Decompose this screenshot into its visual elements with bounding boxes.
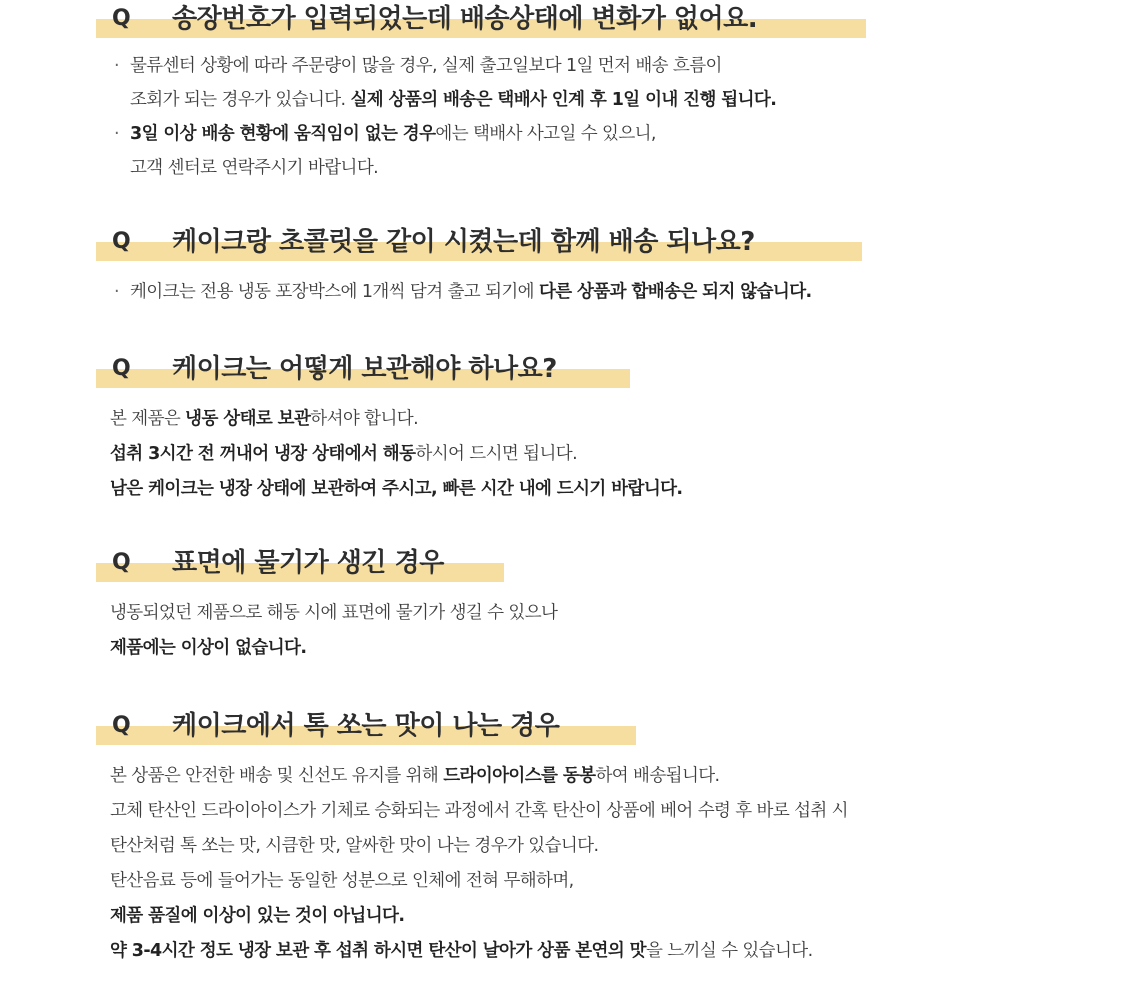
answer-text: 냉동되었던 제품으로 해동 시에 표면에 물기가 생길 수 있으나 xyxy=(110,603,558,623)
answer-emphasis: 남은 케이크는 냉장 상태에 보관하여 주시고, 빠른 시간 내에 드시기 바랍니다. xyxy=(110,479,683,499)
question-title: 송장번호가 입력되었는데 배송상태에 변화가 없어요. xyxy=(172,4,758,34)
answer-text: 에는 택배사 사고일 수 있으니, xyxy=(435,124,656,144)
answer-text: 케이크는 전용 냉동 포장박스에 1개씩 담겨 출고 되기에 xyxy=(130,282,539,302)
answer-text: 본 제품은 xyxy=(110,409,186,429)
q-marker: Q xyxy=(112,6,131,31)
faq-question xyxy=(0,709,1125,747)
answer-emphasis: 3일 이상 배송 현황에 움직임이 없는 경우 xyxy=(130,124,436,144)
question-title: 케이크랑 초콜릿을 같이 시켰는데 함께 배송 되나요? xyxy=(172,227,755,257)
faq-question xyxy=(0,352,1125,390)
question-title: 표면에 물기가 생긴 경우 xyxy=(172,548,444,578)
faq-answer xyxy=(114,49,1125,185)
bullet: · xyxy=(114,282,119,302)
answer-line xyxy=(110,864,1125,899)
answer-emphasis: 냉동 상태로 보관 xyxy=(185,409,311,429)
answer-line xyxy=(110,596,1125,631)
answer-line xyxy=(110,437,1125,472)
faq-question xyxy=(0,2,1125,40)
faq-item-combined-shipping xyxy=(0,225,1125,310)
faq-answer xyxy=(110,596,1125,666)
answer-text: 하시어 드시면 됩니다. xyxy=(415,444,578,464)
answer-text: 고체 탄산인 드라이아이스가 기체로 승화되는 과정에서 간혹 탄산이 상품에 베어 수령 후 바로 섭취 시 xyxy=(110,801,848,821)
question-title: 케이크는 어떻게 보관해야 하나요? xyxy=(172,354,557,384)
faq-item-shipping-status xyxy=(0,2,1125,185)
q-marker: Q xyxy=(112,550,131,575)
faq-question xyxy=(0,546,1125,584)
question-title: 케이크에서 톡 쏘는 맛이 나는 경우 xyxy=(172,711,560,741)
answer-line xyxy=(110,829,1125,864)
answer-emphasis: 실제 상품의 배송은 택배사 인계 후 1일 이내 진행 됩니다. xyxy=(350,90,777,110)
bullet: · xyxy=(114,56,119,76)
faq-question xyxy=(0,225,1125,263)
q-marker: Q xyxy=(112,713,131,738)
answer-line xyxy=(110,759,1125,794)
answer-emphasis: 약 3-4시간 정도 냉장 보관 후 섭취 하시면 탄산이 날아가 상품 본연의 맛 xyxy=(110,941,646,961)
faq-item-fizzy-taste xyxy=(0,709,1125,969)
faq-answer xyxy=(110,759,1125,969)
answer-text: 본 상품은 안전한 배송 및 신선도 유지를 위해 xyxy=(110,766,444,786)
answer-line xyxy=(110,472,1125,507)
answer-line xyxy=(114,83,1125,117)
q-marker: Q xyxy=(112,229,131,254)
answer-emphasis: 드라이아이스를 동봉 xyxy=(443,766,596,786)
answer-emphasis: 제품 품질에 이상이 있는 것이 아닙니다. xyxy=(110,906,405,926)
answer-line xyxy=(110,899,1125,934)
answer-line xyxy=(110,934,1125,969)
answer-text: 고객 센터로 연락주시기 바랍니다. xyxy=(130,158,379,178)
answer-text: 물류센터 상황에 따라 주문량이 많을 경우, 실제 출고일보다 1일 먼저 배송 흐름이 xyxy=(130,56,722,76)
answer-line xyxy=(114,49,1125,83)
faq-answer xyxy=(114,275,1125,310)
faq-item-moisture xyxy=(0,546,1125,666)
q-marker: Q xyxy=(112,356,131,381)
bullet: · xyxy=(114,124,119,144)
answer-line xyxy=(114,151,1125,185)
answer-text: 탄산음료 등에 들어가는 동일한 성분으로 인체에 전혀 무해하며, xyxy=(110,871,574,891)
faq-item-storage xyxy=(0,352,1125,507)
answer-line xyxy=(110,631,1125,666)
faq-answer xyxy=(110,402,1125,507)
answer-line xyxy=(114,275,1125,310)
answer-text: 하셔야 합니다. xyxy=(310,409,419,429)
answer-text: 하여 배송됩니다. xyxy=(595,766,720,786)
answer-line xyxy=(110,794,1125,829)
answer-emphasis: 제품에는 이상이 없습니다. xyxy=(110,638,307,658)
answer-emphasis: 다른 상품과 합배송은 되지 않습니다. xyxy=(538,282,812,302)
answer-line xyxy=(114,117,1125,151)
answer-emphasis: 섭취 3시간 전 꺼내어 냉장 상태에서 해동 xyxy=(110,444,416,464)
answer-line xyxy=(110,402,1125,437)
answer-text: 조회가 되는 경우가 있습니다. xyxy=(130,90,351,110)
answer-text: 을 느끼실 수 있습니다. xyxy=(645,941,813,961)
answer-text: 탄산처럼 톡 쏘는 맛, 시큼한 맛, 알싸한 맛이 나는 경우가 있습니다. xyxy=(110,836,599,856)
